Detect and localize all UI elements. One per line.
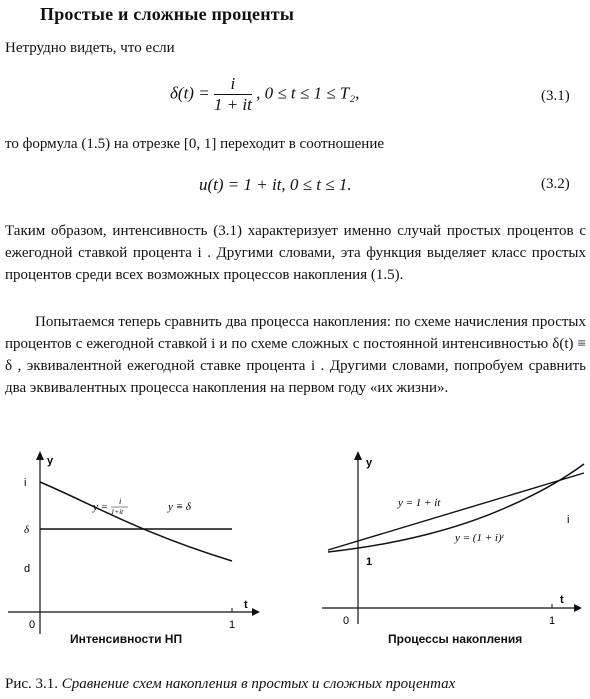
intro-text: Нетрудно видеть, что если <box>5 40 175 56</box>
left-x-tick-0: 0 <box>29 619 36 631</box>
left-x-axis-label: t <box>244 599 248 611</box>
eq1-number: (3.1) <box>541 88 570 104</box>
right-line-label: y = 1 + it <box>398 497 441 509</box>
left-y-axis-label: y <box>47 455 54 467</box>
paragraph-1: Таким образом, интенсивность (3.1) характеризует именно случай простых процентов с ежегодной ставкой процента i . Другими словами, эта функция выделяет класс простых процентов среди всех возможных процессов накопления (1.5). <box>5 223 586 283</box>
figure-caption <box>5 676 455 693</box>
right-curve-label: y = (1 + i)ᵗ <box>455 532 504 544</box>
left-curve-label-den: 1+it <box>111 508 124 516</box>
right-side-label: i <box>567 514 570 526</box>
right-chart-caption: Процессы накопления <box>388 632 523 646</box>
left-y-arrow <box>36 451 44 460</box>
figure-caption-prefix: Рис. 3.1. <box>5 676 59 692</box>
left-curve-i-over-1-plus-it <box>40 482 232 561</box>
left-chart <box>0 448 280 638</box>
left-x-arrow <box>252 608 260 616</box>
eq1-condition: , 0 ≤ t ≤ 1 ≤ T₂, <box>256 83 360 103</box>
eq1-numerator: i <box>214 74 252 95</box>
equation-3-2 <box>199 175 590 200</box>
left-y-tick-i: i <box>24 477 27 489</box>
left-y-tick-delta: δ <box>24 524 30 536</box>
right-x-tick-1: 1 <box>549 615 556 627</box>
left-curve-label-lhs: y = <box>93 501 109 513</box>
right-chart <box>300 448 590 638</box>
right-x-tick-0: 0 <box>343 615 350 627</box>
eq2-text: u(t) = 1 + it, 0 ≤ t ≤ 1. <box>199 175 352 194</box>
right-y-axis-label: y <box>366 457 373 469</box>
figure-caption-text: Сравнение схем накопления в простых и сложных процентах <box>61 676 456 692</box>
eq1-fraction <box>214 74 252 115</box>
eq1-denominator: 1 + it <box>213 95 252 114</box>
section-title: Простые и сложные проценты <box>40 4 295 24</box>
right-y-tick-1: 1 <box>366 556 373 568</box>
eq2-number: (3.2) <box>541 176 570 192</box>
intro2-text: то формула (1.5) на отрезке [0, 1] переходит в соотношение <box>5 136 385 152</box>
left-chart-caption: Интенсивности НП <box>70 632 183 646</box>
paragraph-2: Попытаемся теперь сравнить два процесса накопления: по схеме начисления простых процентов с ежегодной ставкой i и по схеме сложных с постоянной интенсивностью δ(t) ≡ δ , эквивалентной ежегодной ставке процента i . Другими словами, попробуем сравнить два эквивалентных процесса накопления на первом году «их жизни». <box>5 314 586 396</box>
right-x-axis-label: t <box>560 594 564 606</box>
right-x-arrow <box>574 604 582 612</box>
left-y-tick-d: d <box>24 563 31 575</box>
equation-3-1 <box>170 74 590 124</box>
left-curve-label-num: i <box>119 497 122 506</box>
right-y-arrow <box>354 451 362 460</box>
eq1-lhs: δ(t) = <box>170 83 210 103</box>
left-x-tick-1: 1 <box>229 619 236 631</box>
left-line-label: y ≡ δ <box>168 501 191 513</box>
